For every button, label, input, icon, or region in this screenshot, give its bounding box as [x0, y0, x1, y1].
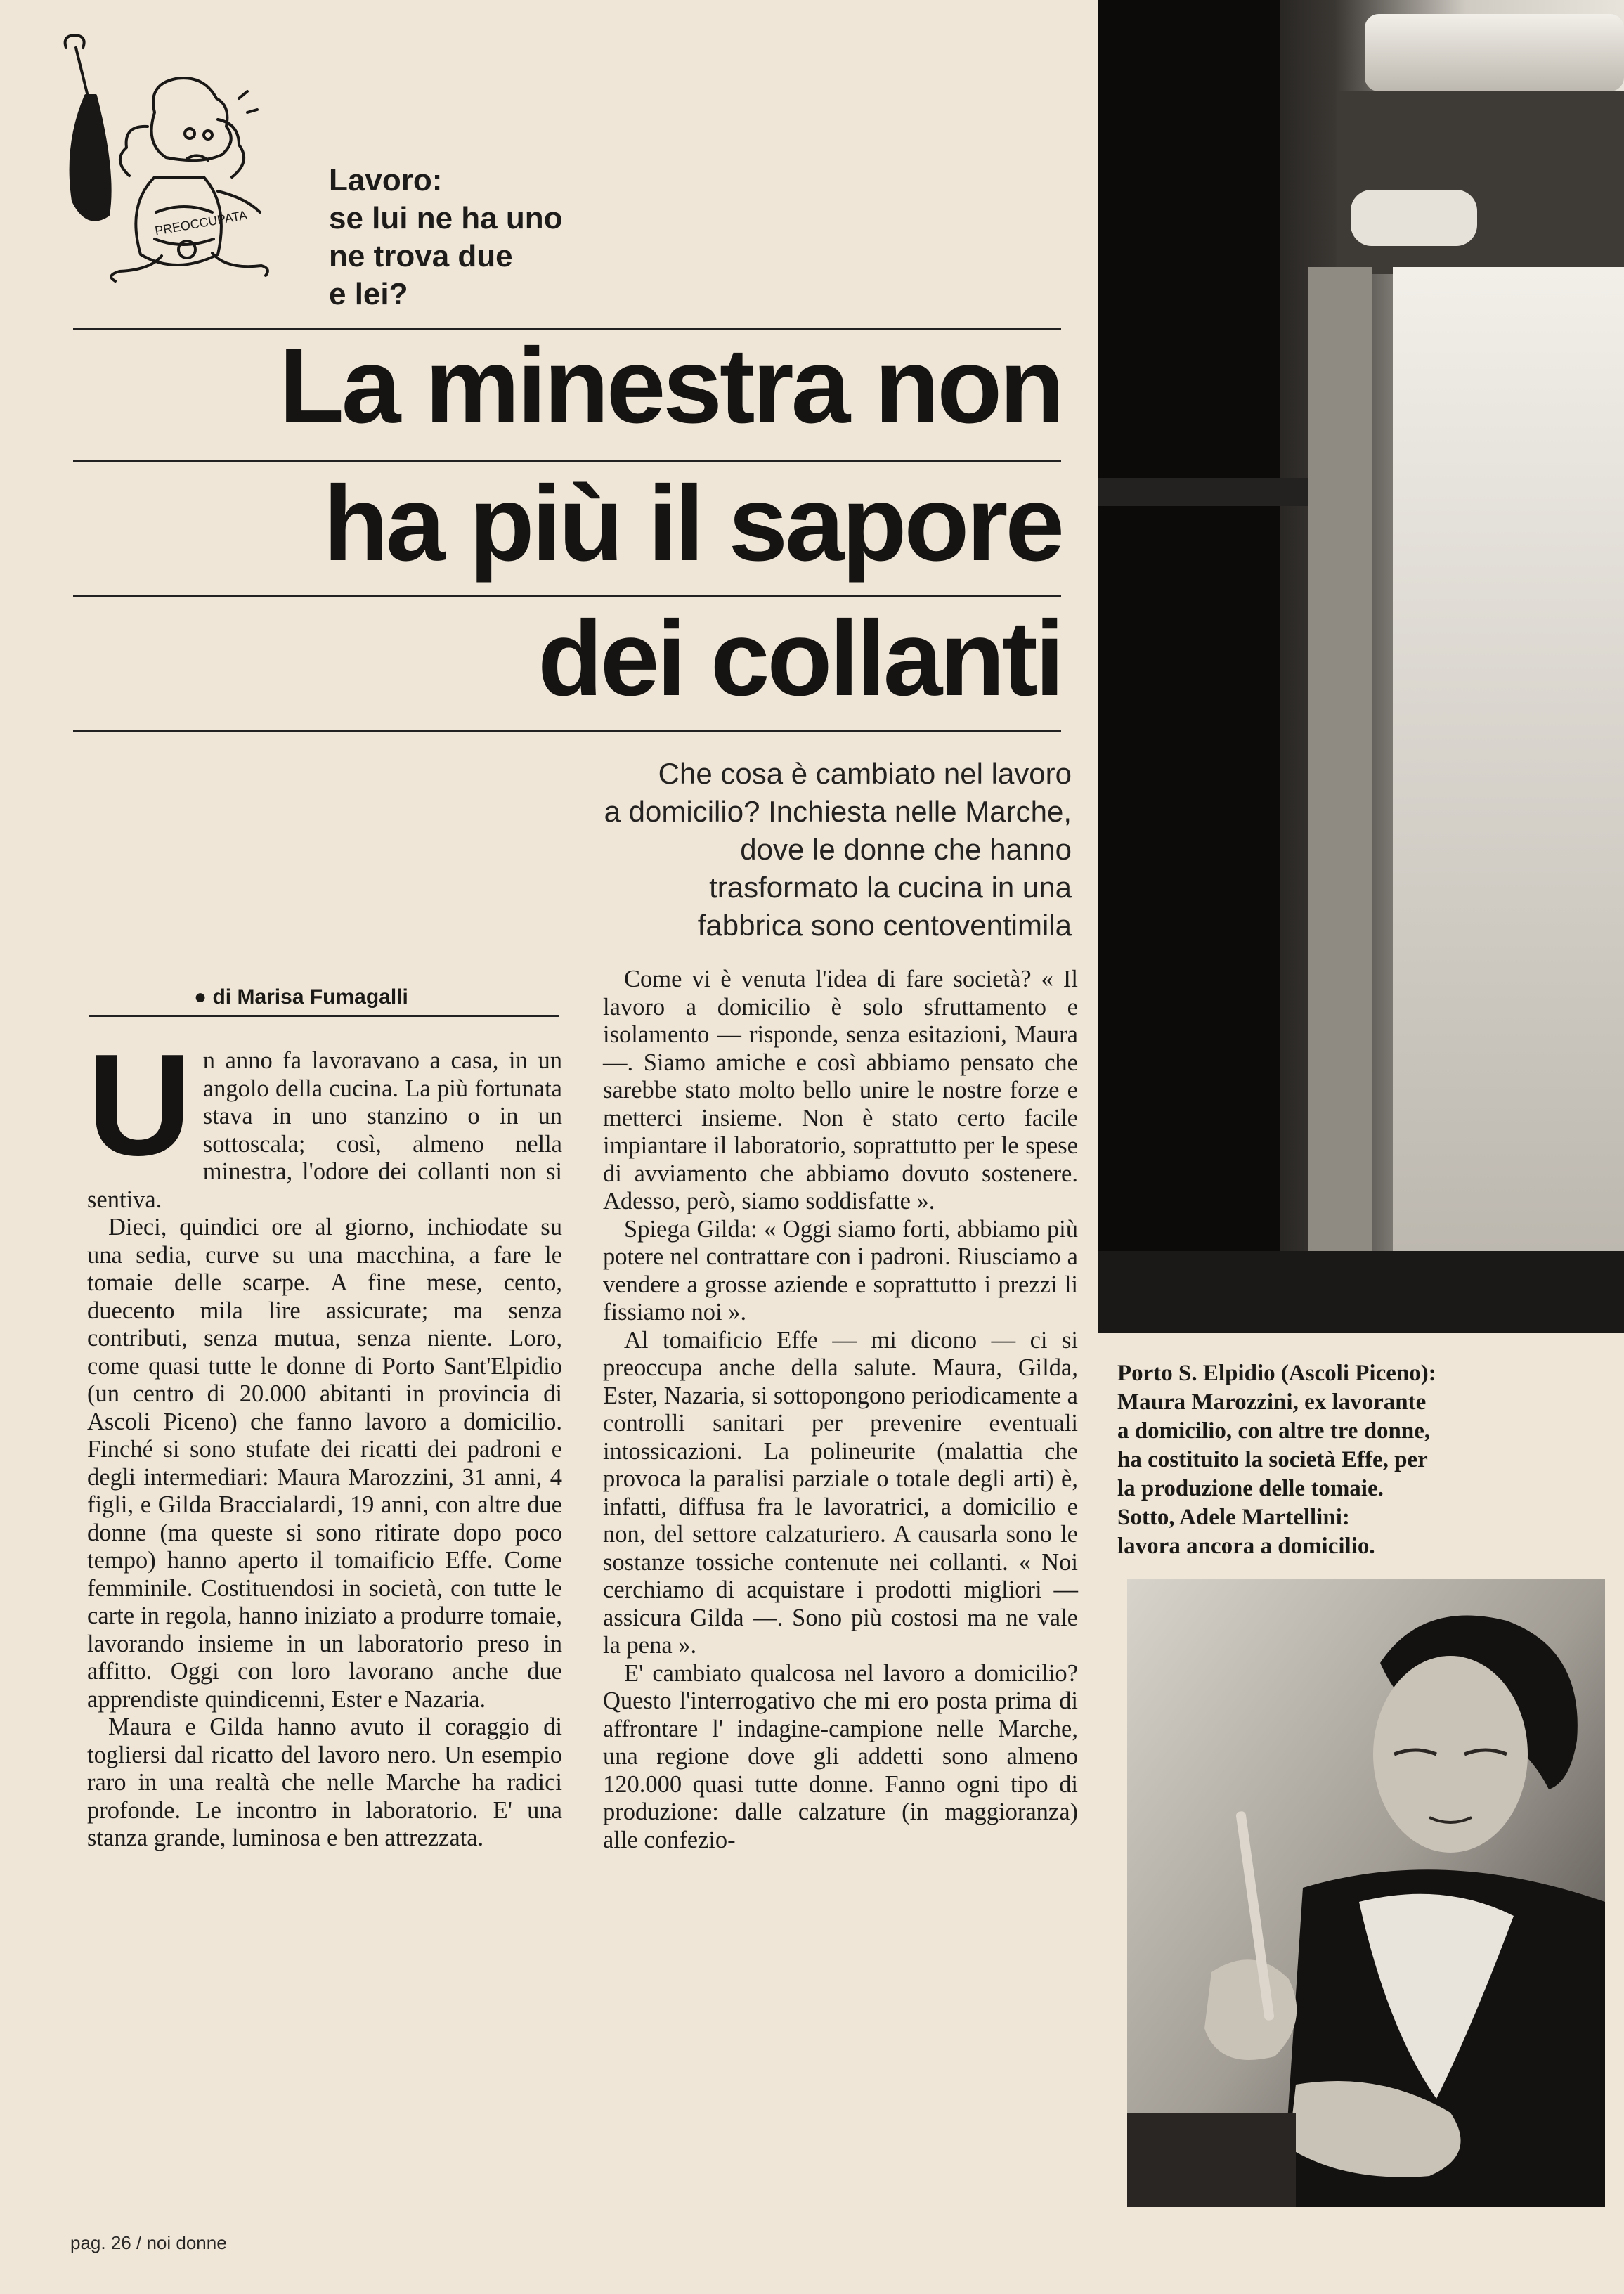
caption-line: Porto S. Elpidio (Ascoli Piceno): [1117, 1361, 1436, 1386]
article-column-2 [603, 966, 1078, 1854]
caption-line: a domicilio, con altre tre donne, [1117, 1418, 1431, 1444]
byline-rule [89, 1015, 559, 1017]
photo-woman-working [1127, 1579, 1605, 2207]
woman-portrait-photo [1127, 1579, 1605, 2207]
drop-cap: U [87, 1024, 192, 1186]
workshop-photo [1098, 0, 1624, 1333]
deck-line: fabbrica sono centoventimila [697, 909, 1072, 942]
headline-line: dei collanti [538, 599, 1062, 718]
byline: ● di Marisa Fumagalli [194, 985, 408, 1009]
kicker-line: e lei? [329, 277, 408, 311]
article-paragraph [87, 1024, 562, 1214]
deck-line: trasformato la cucina in una [709, 871, 1072, 904]
caption-line: Maura Marozzini, ex lavorante [1117, 1389, 1427, 1415]
kicker-line: Lavoro: [329, 163, 443, 197]
magazine-name: noi donne [146, 2232, 227, 2253]
footer-separator: / [136, 2232, 142, 2253]
cartoon-sign-text: PREOCCUPATA [153, 207, 249, 238]
headline-line: La minestra non [279, 326, 1062, 446]
caption-line: Sotto, Adele Martellini: [1117, 1505, 1350, 1530]
article-paragraph: Dieci, quindici ore al giorno, inchiodate su una sedia, curve su una macchina, a fare le tomaie delle scarpe. A fine mese, cento, duecento mila lire assicurate; ma senza contributi, senza mutua, senza niente. Loro, come quasi tutte le donne di Porto Sant'Elpidio (un centro di 20.000 abitanti in provincia di Ascoli Piceno) che fanno lavoro a domicilio. Finché si sono stufate dei ricatti dei padroni e degli intermediari: Maura Marozzini, 31 anni, 4 figli, e Gilda Braccialardi, 19 anni, con altre due donne (ma queste si sono ritirate dopo poco tempo) hanno aperto il tomaificio Effe. Come femminile. Costituendosi in società, con tutte le carte in regola, hanno iniziato a produrre tomaie, lavorando insieme in un laboratorio preso in affitto. Oggi con loro lavorano anche due apprendiste quindicenni, Ester e Nazaria. [87, 1214, 562, 1713]
kicker-line: ne trova due [329, 239, 513, 273]
photo-workshop-machine [1098, 0, 1624, 1333]
cartoon-illustration [49, 28, 302, 288]
paragraph-text: n anno fa lavoravano a casa, in un angolo della cucina. La più fortunata stava in uno stanzino o in un sottoscala; così, almeno nella minestra, l'odore dei collanti non si sentiva. [87, 1047, 562, 1213]
article-paragraph: Maura e Gilda hanno avuto il coraggio di togliersi dal ricatto del lavoro nero. Un esempio raro in una realtà che nelle Marche ha radici profonde. Le incontro in laboratorio. E' una stanza grande, luminosa e ben attrezzata. [87, 1713, 562, 1851]
deck [439, 755, 1072, 945]
article-paragraph: E' cambiato qualcosa nel lavoro a domicilio? Questo l'interrogativo che mi ero posta prima di affrontare l' indagine-campione nelle Marche, una regione dove gli addetti sono almeno 120.000 quasi tutte donne. Fanno ogni tipo di produzione: dalle calzature (in maggioranza) alle confezio- [603, 1659, 1078, 1853]
deck-line: dove le donne che hanno [740, 833, 1072, 866]
headline-rule [73, 595, 1061, 597]
article-column-1 [87, 1024, 562, 1853]
page-footer [70, 2232, 227, 2254]
article-paragraph: Spiega Gilda: « Oggi siamo forti, abbiamo più potere nel contrattare con i padroni. Riusciamo a vendere a grosse aziende e soprattutto i prezzi li fissiamo noi ». [603, 1215, 1078, 1326]
deck-line: Che cosa è cambiato nel lavoro [658, 757, 1072, 790]
page-number: pag. 26 [70, 2232, 131, 2253]
deck-line: a domicilio? Inchiesta nelle Marche, [604, 795, 1072, 828]
worried-woman-umbrella-icon [49, 28, 302, 288]
photo-caption [1117, 1359, 1623, 1561]
caption-line: ha costituito la società Effe, per [1117, 1447, 1428, 1472]
headline-line: ha più il sapore [323, 464, 1062, 583]
article-paragraph: Al tomaificio Effe — mi dicono — ci si preoccupa anche della salute. Maura, Gilda, Ester, Nazaria, si sottopongono periodicamente a controlli sanitari per prevenire eventuali intossicazioni. La polineurite (malattia che provoca la paralisi parziale o totale degli arti) è, infatti, diffusa fra le lavoratrici, a domicilio e non, del settore calzaturiero. A causarla sono le sostanze tossiche contenute nei collanti. « Noi cerchiamo di acquistare i prodotti migliori — assicura Gilda —. Sono più costosi ma ne vale la pena ». [603, 1326, 1078, 1659]
caption-line: lavora ancora a domicilio. [1117, 1534, 1375, 1559]
kicker [329, 162, 694, 313]
article-paragraph: Come vi è venuta l'idea di fare società? « Il lavoro a domicilio è solo sfruttamento e isolamento — risponde, senza esitazioni, Maura —. Siamo amiche e così abbiamo pensato che sarebbe stato molto bello unire le nostre forze e metterci insieme. Non è stato certo facile impiantare il laboratorio, soprattutto per le spese di avviamento che abbiamo dovuto sostenere. Adesso, però, siamo soddisfatte ». [603, 966, 1078, 1214]
caption-line: la produzione delle tomaie. [1117, 1476, 1384, 1501]
headline-rule [73, 730, 1061, 732]
headline-rule [73, 460, 1061, 462]
kicker-line: se lui ne ha uno [329, 201, 563, 235]
